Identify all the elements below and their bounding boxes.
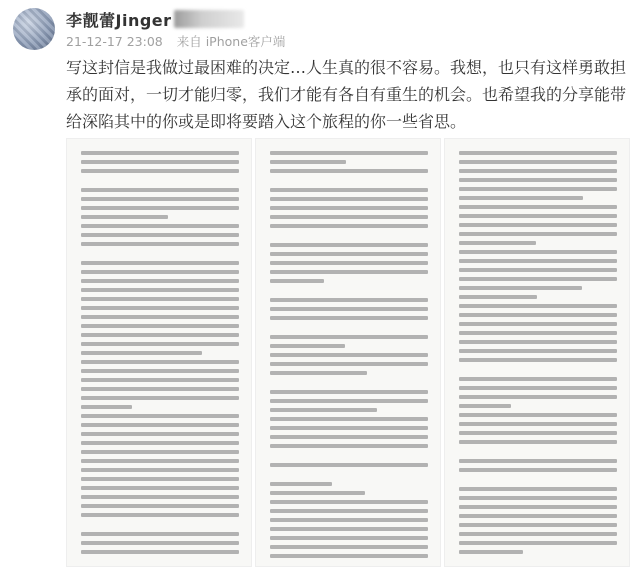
text-line — [81, 160, 239, 164]
text-line — [81, 215, 168, 219]
letter-image-2[interactable] — [255, 138, 441, 567]
text-line — [81, 504, 239, 508]
text-line — [459, 178, 617, 182]
text-line — [81, 333, 239, 337]
text-line — [81, 351, 202, 355]
text-line — [81, 495, 239, 499]
text-line — [459, 331, 617, 335]
text-line — [459, 431, 617, 435]
post-meta — [66, 32, 295, 50]
text-line — [459, 286, 582, 290]
text-line — [270, 518, 428, 522]
text-line — [81, 197, 239, 201]
text-line — [81, 450, 239, 454]
text-line — [459, 196, 583, 200]
text-line — [459, 304, 617, 308]
text-line — [459, 377, 617, 381]
text-line — [81, 396, 239, 400]
text-line — [270, 270, 428, 274]
text-line — [270, 435, 428, 439]
text-line — [270, 527, 428, 531]
text-line — [459, 187, 617, 191]
post-date[interactable]: 21-12-17 23:08 — [66, 34, 163, 49]
text-line — [81, 261, 239, 265]
text-line — [459, 514, 617, 518]
text-line — [270, 353, 428, 357]
text-line — [459, 268, 617, 272]
text-line — [270, 261, 428, 265]
text-line — [270, 399, 428, 403]
text-line — [81, 532, 239, 536]
text-line — [81, 242, 239, 246]
text-line — [81, 360, 239, 364]
text-line — [81, 405, 132, 409]
image-grid — [66, 138, 631, 567]
text-line — [81, 342, 239, 346]
text-line — [270, 417, 428, 421]
text-line — [270, 160, 346, 164]
letter-image-3[interactable] — [444, 138, 630, 567]
text-line — [81, 224, 239, 228]
avatar[interactable] — [13, 8, 55, 50]
text-line — [81, 441, 239, 445]
text-line — [81, 324, 239, 328]
text-line — [459, 440, 617, 444]
text-line — [270, 536, 428, 540]
text-line — [81, 288, 239, 292]
text-line — [270, 307, 428, 311]
post-text: 写这封信是我做过最困难的决定…人生真的很不容易。我想，也只有这样勇敢担承的面对，一切才能归零，我们才能有各自有重生的机会。也希望我的分享能带给深陷其中的你或是即将要踏入这个旅程的你一些省思。 — [66, 58, 627, 131]
text-line — [459, 358, 617, 362]
text-line — [270, 491, 365, 495]
text-line — [459, 205, 617, 209]
text-line — [270, 509, 428, 513]
text-line — [81, 315, 239, 319]
text-line — [81, 279, 239, 283]
redacted-badge — [174, 10, 244, 28]
text-line — [459, 214, 617, 218]
text-line — [459, 169, 617, 173]
text-line — [459, 459, 617, 463]
text-line — [81, 468, 239, 472]
text-line — [270, 463, 428, 467]
text-line — [81, 306, 239, 310]
text-line — [459, 295, 537, 299]
text-line — [270, 371, 367, 375]
author-name[interactable]: 李靓蕾Jinger — [66, 10, 172, 30]
text-line — [270, 188, 428, 192]
text-line — [270, 482, 332, 486]
text-line — [81, 169, 239, 173]
text-line — [459, 232, 617, 236]
text-line — [270, 426, 428, 430]
text-line — [81, 459, 239, 463]
text-line — [459, 541, 617, 545]
text-line — [459, 151, 617, 155]
text-line — [81, 541, 239, 545]
text-line — [270, 252, 428, 256]
text-line — [459, 349, 617, 353]
text-line — [270, 215, 428, 219]
text-line — [81, 206, 239, 210]
text-line — [81, 432, 239, 436]
text-line — [459, 487, 617, 491]
text-line — [81, 513, 239, 517]
text-line — [459, 532, 617, 536]
text-line — [81, 414, 239, 418]
text-line — [81, 378, 239, 382]
text-line — [270, 444, 428, 448]
text-line — [459, 505, 617, 509]
text-line — [81, 550, 239, 554]
text-line — [81, 387, 239, 391]
text-line — [81, 233, 239, 237]
text-line — [459, 313, 617, 317]
text-line — [270, 362, 428, 366]
text-line — [459, 550, 523, 554]
text-line — [270, 224, 428, 228]
text-line — [459, 468, 617, 472]
text-line — [270, 500, 428, 504]
text-line — [459, 395, 617, 399]
text-line — [270, 390, 428, 394]
letter-image-1[interactable] — [66, 138, 252, 567]
text-line — [81, 297, 239, 301]
text-line — [270, 206, 428, 210]
text-line — [459, 340, 617, 344]
text-line — [81, 477, 239, 481]
text-line — [459, 250, 617, 254]
text-line — [270, 344, 345, 348]
text-line — [459, 259, 617, 263]
text-line — [81, 151, 239, 155]
text-line — [81, 423, 239, 427]
text-line — [270, 554, 428, 558]
text-line — [81, 188, 239, 192]
text-line — [459, 422, 617, 426]
text-line — [459, 404, 511, 408]
text-line — [270, 169, 428, 173]
text-line — [270, 151, 428, 155]
text-line — [459, 322, 617, 326]
text-line — [459, 523, 617, 527]
text-line — [459, 496, 617, 500]
text-line — [459, 277, 617, 281]
text-line — [270, 316, 428, 320]
text-line — [270, 335, 428, 339]
text-line — [270, 243, 428, 247]
post-source: 来自 iPhone客户端 — [176, 34, 286, 49]
text-line — [270, 279, 324, 283]
text-line — [81, 270, 239, 274]
text-line — [459, 386, 617, 390]
post-header — [0, 0, 640, 52]
text-line — [459, 160, 617, 164]
text-line — [459, 241, 536, 245]
text-line — [270, 408, 377, 412]
author-row — [66, 8, 244, 30]
text-line — [81, 369, 239, 373]
text-line — [270, 298, 428, 302]
text-line — [270, 545, 428, 549]
text-line — [459, 223, 617, 227]
text-line — [459, 413, 617, 417]
text-line — [81, 486, 239, 490]
text-line — [270, 197, 428, 201]
